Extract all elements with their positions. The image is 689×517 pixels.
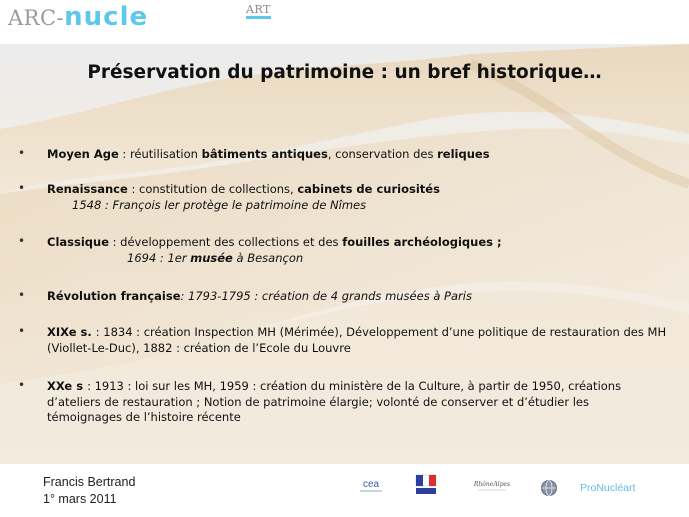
item-keyword: XIXe s. xyxy=(47,325,96,339)
presentation-date: 1° mars 2011 xyxy=(43,492,117,506)
item-text: : constitution de collections, xyxy=(127,182,298,196)
svg-text:cea: cea xyxy=(362,479,380,490)
slide-title: Préservation du patrimoine : un bref historique… xyxy=(87,62,602,83)
author-name: Francis Bertrand xyxy=(43,475,136,489)
logo-art-text: ART xyxy=(246,4,271,19)
item-keyword: bâtiments antiques xyxy=(201,147,328,161)
item-text: : développement des collections et des xyxy=(109,235,343,249)
bullet-marker: • xyxy=(18,234,26,248)
government-flag-logo-icon xyxy=(414,473,438,497)
item-keyword: Moyen Age xyxy=(47,147,119,161)
item-subline xyxy=(47,251,667,267)
globe-logo-icon xyxy=(540,479,558,497)
author-block xyxy=(43,474,135,508)
bullet-marker: • xyxy=(18,146,26,160)
item-keyword: reliques xyxy=(437,147,490,161)
item-keyword: Classique xyxy=(47,235,109,249)
item-text: , conservation des xyxy=(327,147,438,161)
item-text: : 1913 : loi sur les MH, 1959 : création du ministère de la Culture, à partir de 1950, créations d’ateliers de restauration ; Notion de patrimoine élargie; volonté de conserver et d’étudier les témoignages de l’histoire récente xyxy=(47,379,622,424)
bullet-marker: • xyxy=(18,378,26,392)
bullet-marker: • xyxy=(18,324,26,338)
item-keyword: Révolution française xyxy=(47,289,181,303)
item-keyword: Renaissance xyxy=(47,182,128,196)
item-keyword: XXe s xyxy=(47,379,88,393)
bullet-marker: • xyxy=(18,288,26,302)
arc-nucleart-logo xyxy=(8,2,271,34)
logo-arc-text: ARC- xyxy=(8,6,65,30)
item-text: : 1793-1795 : création de 4 grands musées à Paris xyxy=(180,289,472,303)
item-subline: 1548 : François Ier protège le patrimoine de Nîmes xyxy=(72,197,367,212)
logo-nucle-text: nucle xyxy=(64,2,149,32)
pronucleart-logo-text: ProNucléart xyxy=(580,482,636,494)
item-keyword: fouilles archéologiques ; xyxy=(342,235,502,249)
item-subline-text: à Besançon xyxy=(232,250,304,265)
item-text: : 1834 : création Inspection MH (Mérimée), Développement d’une politique de restauration des MH (Viollet-Le-Duc), 1882 : création de l’Ecole du Louvre xyxy=(47,325,667,355)
item-subline-text: 1694 : 1er xyxy=(127,250,191,265)
bullet-marker: • xyxy=(18,181,26,195)
item-keyword: cabinets de curiosités xyxy=(297,182,440,196)
svg-text:RhôneAlpes: RhôneAlpes xyxy=(473,481,511,488)
header-bar xyxy=(0,0,689,44)
rhone-alpes-logo-icon xyxy=(470,476,514,496)
cea-logo-icon xyxy=(356,474,386,496)
item-keyword: musée xyxy=(190,250,233,265)
item-text: : réutilisation xyxy=(118,147,202,161)
